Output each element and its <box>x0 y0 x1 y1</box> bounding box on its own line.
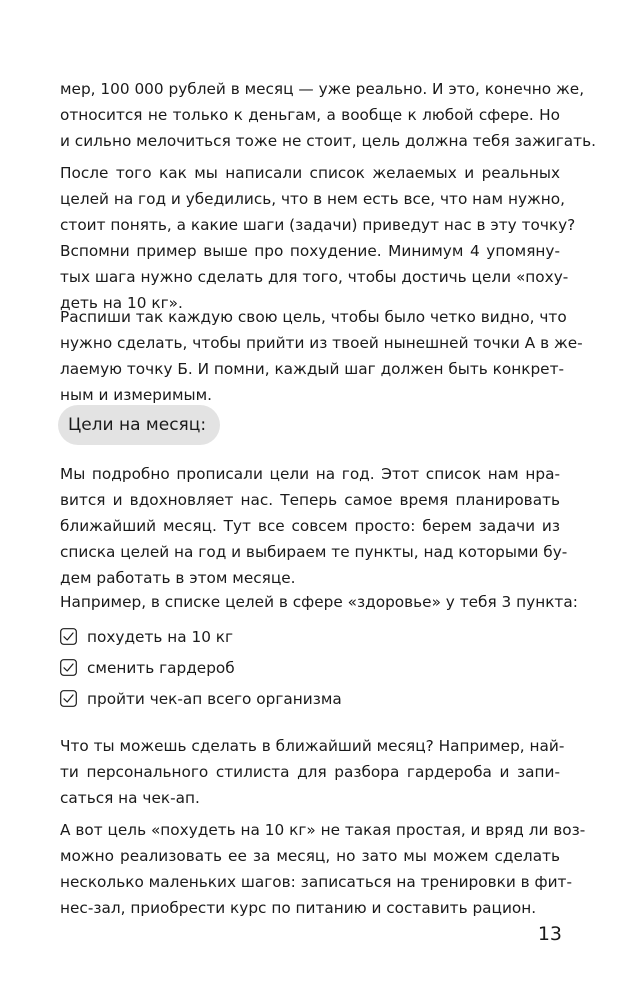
text-line: деть на 10 кг». <box>60 294 183 312</box>
text-line: тых шага нужно сделать для того, чтобы достичь цели «поху- <box>60 268 569 286</box>
text-line: лаемую точку Б. И помни, каждый шаг должен быть конкрет- <box>60 360 565 378</box>
paragraph-describe-goal <box>60 304 583 408</box>
text-line: нужно сделать, чтобы прийти из твоей нынешней точки А в же- <box>60 334 583 352</box>
checkbox-checked-icon <box>60 690 77 707</box>
health-checklist <box>60 621 560 714</box>
checklist-item <box>60 621 560 652</box>
checkbox-checked-icon <box>60 628 77 645</box>
checklist-item-label: пройти чек-ап всего организма <box>87 689 342 708</box>
paragraph-steps <box>60 160 576 316</box>
text-line: А вот цель «похудеть на 10 кг» не такая простая, и вряд ли воз- <box>60 821 586 839</box>
checklist-item-label: сменить гардероб <box>87 658 235 677</box>
text-line: и сильно мелочиться тоже не стоит, цель должна тебя зажигать. <box>60 132 596 150</box>
paragraph-intro <box>60 76 596 154</box>
text-line: ти персонального стилиста для разбора гардероба и запи- <box>60 763 560 781</box>
text-line: мер, 100 000 рублей в месяц — уже реально. И это, конечно же, <box>60 80 585 98</box>
checkbox-checked-icon <box>60 659 77 676</box>
checklist-item <box>60 652 560 683</box>
paragraph-next-month <box>60 733 565 811</box>
text-line: списка целей на год и выбираем те пункты, над которыми бу- <box>60 543 568 561</box>
checklist-item <box>60 683 560 714</box>
text-line: стоит понять, а какие шаги (задачи) приведут нас в эту точку? <box>60 216 576 234</box>
text-line: Например, в списке целей в сфере «здоровье» у тебя 3 пункта: <box>60 593 578 611</box>
text-line: После того как мы написали список желаемых и реальных <box>60 164 560 182</box>
text-line: относится не только к деньгам, а вообще к любой сфере. Но <box>60 106 560 124</box>
text-line: можно реализовать ее за месяц, но зато мы можем сделать <box>60 847 560 865</box>
page-number: 13 <box>537 923 562 945</box>
text-line: нес-зал, приобрести курс по питанию и составить рацион. <box>60 899 537 917</box>
section-heading: Цели на месяц: <box>58 405 220 445</box>
text-line: Мы подробно прописали цели на год. Этот список нам нра- <box>60 465 560 483</box>
text-line: Распиши так каждую свою цель, чтобы было четко видно, что <box>60 308 567 326</box>
text-line: Что ты можешь сделать в ближайший месяц? Например, най- <box>60 737 565 755</box>
paragraph-small-steps <box>60 817 586 921</box>
paragraph-example <box>60 589 578 615</box>
text-line: дем работать в этом месяце. <box>60 569 296 587</box>
text-line: Вспомни пример выше про похудение. Минимум 4 упомяну- <box>60 242 560 260</box>
paragraph-month-plan <box>60 461 568 591</box>
text-line: несколько маленьких шагов: записаться на тренировки в фит- <box>60 873 572 891</box>
checklist-item-label: похудеть на 10 кг <box>87 627 234 646</box>
text-line: ближайший месяц. Тут все совсем просто: берем задачи из <box>60 517 560 535</box>
text-line: саться на чек-ап. <box>60 789 200 807</box>
text-line: вится и вдохновляет нас. Теперь самое время планировать <box>60 491 560 509</box>
text-line: ным и измеримым. <box>60 386 212 404</box>
text-line: целей на год и убедились, что в нем есть все, что нам нужно, <box>60 190 566 208</box>
